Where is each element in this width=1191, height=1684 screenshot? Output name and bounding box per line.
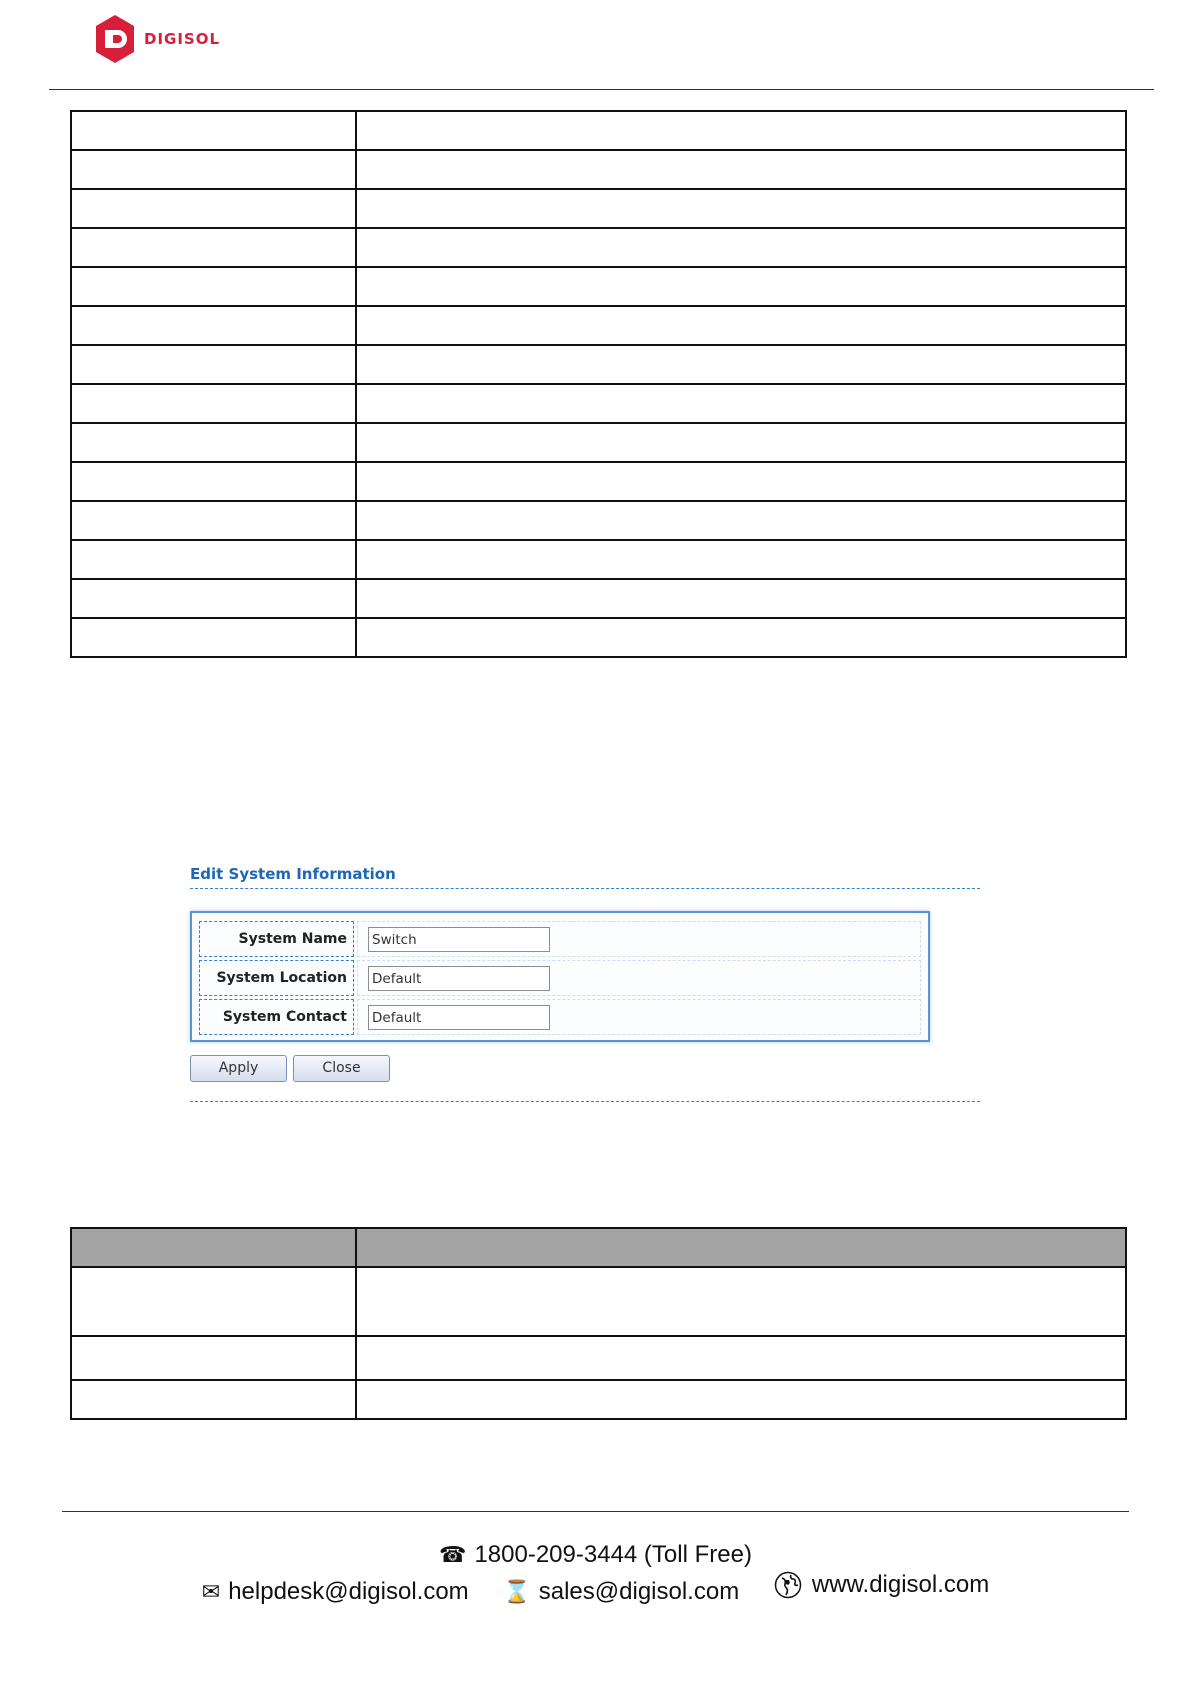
system-location-input[interactable] [368,966,550,991]
table-cell [356,1380,1126,1419]
table-cell [356,423,1126,462]
table-row [71,540,1126,579]
table-cell [356,1336,1126,1380]
table-cell [71,384,356,423]
table-cell [356,150,1126,189]
table-cell [71,189,356,228]
globe-icon [774,1571,802,1599]
description-table-2 [70,1227,1127,1420]
table-cell [71,150,356,189]
table-cell [71,228,356,267]
table-row [71,1267,1126,1336]
table-row [71,111,1126,150]
hourglass-icon: ⌛ [503,1579,531,1604]
table-row [71,345,1126,384]
footer-divider [62,1511,1129,1512]
table-cell [356,540,1126,579]
mail-icon: ✉ [201,1579,221,1604]
sales-email-link[interactable]: sales@digisol.com [538,1578,740,1605]
table-cell [71,501,356,540]
form-row-system-contact [199,999,921,1035]
table-row [71,189,1126,228]
system-name-label: System Name [238,931,347,947]
table-cell [356,462,1126,501]
table-header-row [71,1228,1126,1267]
table-cell [71,618,356,657]
panel-bottom-divider [190,1101,980,1102]
table-cell [356,345,1126,384]
phone-number: 1800-209-3444 (Toll Free) [474,1541,752,1568]
table-row [71,1380,1126,1419]
close-button[interactable]: Close [293,1055,390,1082]
table-header-cell [71,1228,356,1267]
label-cell [199,921,354,957]
form-row-system-name [199,921,921,957]
table-cell [71,462,356,501]
system-info-form [190,911,930,1042]
table-cell [356,1267,1126,1336]
table-cell [71,111,356,150]
table-cell [71,423,356,462]
table-cell [356,384,1126,423]
table-row [71,423,1126,462]
table-cell [71,579,356,618]
table-cell [71,345,356,384]
footer-contact-line [0,1571,1191,1606]
brand-name: DIGISOL [144,30,221,48]
description-table-1 [70,110,1127,658]
table-cell [356,501,1126,540]
table-cell [71,267,356,306]
table-cell [356,618,1126,657]
label-cell [199,999,354,1035]
table-row [71,462,1126,501]
table-row [71,150,1126,189]
label-cell [199,960,354,996]
table-cell [356,306,1126,345]
table-cell [71,1380,356,1419]
table-cell [71,1267,356,1336]
table-cell [356,111,1126,150]
phone-icon: ☎ [439,1542,467,1567]
footer-phone-line [0,1541,1191,1569]
panel-title: Edit System Information [190,865,396,883]
table-cell [71,540,356,579]
table-row [71,501,1126,540]
table-header-cell [356,1228,1126,1267]
table-row [71,384,1126,423]
digisol-logo-icon [94,14,136,64]
header-divider [49,89,1154,90]
helpdesk-email-link[interactable]: helpdesk@digisol.com [228,1578,469,1605]
table-cell [356,189,1126,228]
table-cell [356,267,1126,306]
table-row [71,579,1126,618]
table-cell [71,1336,356,1380]
system-name-input[interactable] [368,927,550,952]
table-cell [71,306,356,345]
system-location-label: System Location [216,970,347,986]
table-row [71,618,1126,657]
table-row [71,306,1126,345]
table-row [71,1336,1126,1380]
table-row [71,267,1126,306]
table-row [71,228,1126,267]
system-contact-input[interactable] [368,1005,550,1030]
form-row-system-location [199,960,921,996]
brand-logo [94,14,220,64]
system-contact-label: System Contact [222,1009,347,1025]
website-link[interactable]: www.digisol.com [811,1571,990,1598]
apply-button[interactable]: Apply [190,1055,287,1082]
table-cell [356,579,1126,618]
panel-top-divider [190,888,980,889]
table-cell [356,228,1126,267]
